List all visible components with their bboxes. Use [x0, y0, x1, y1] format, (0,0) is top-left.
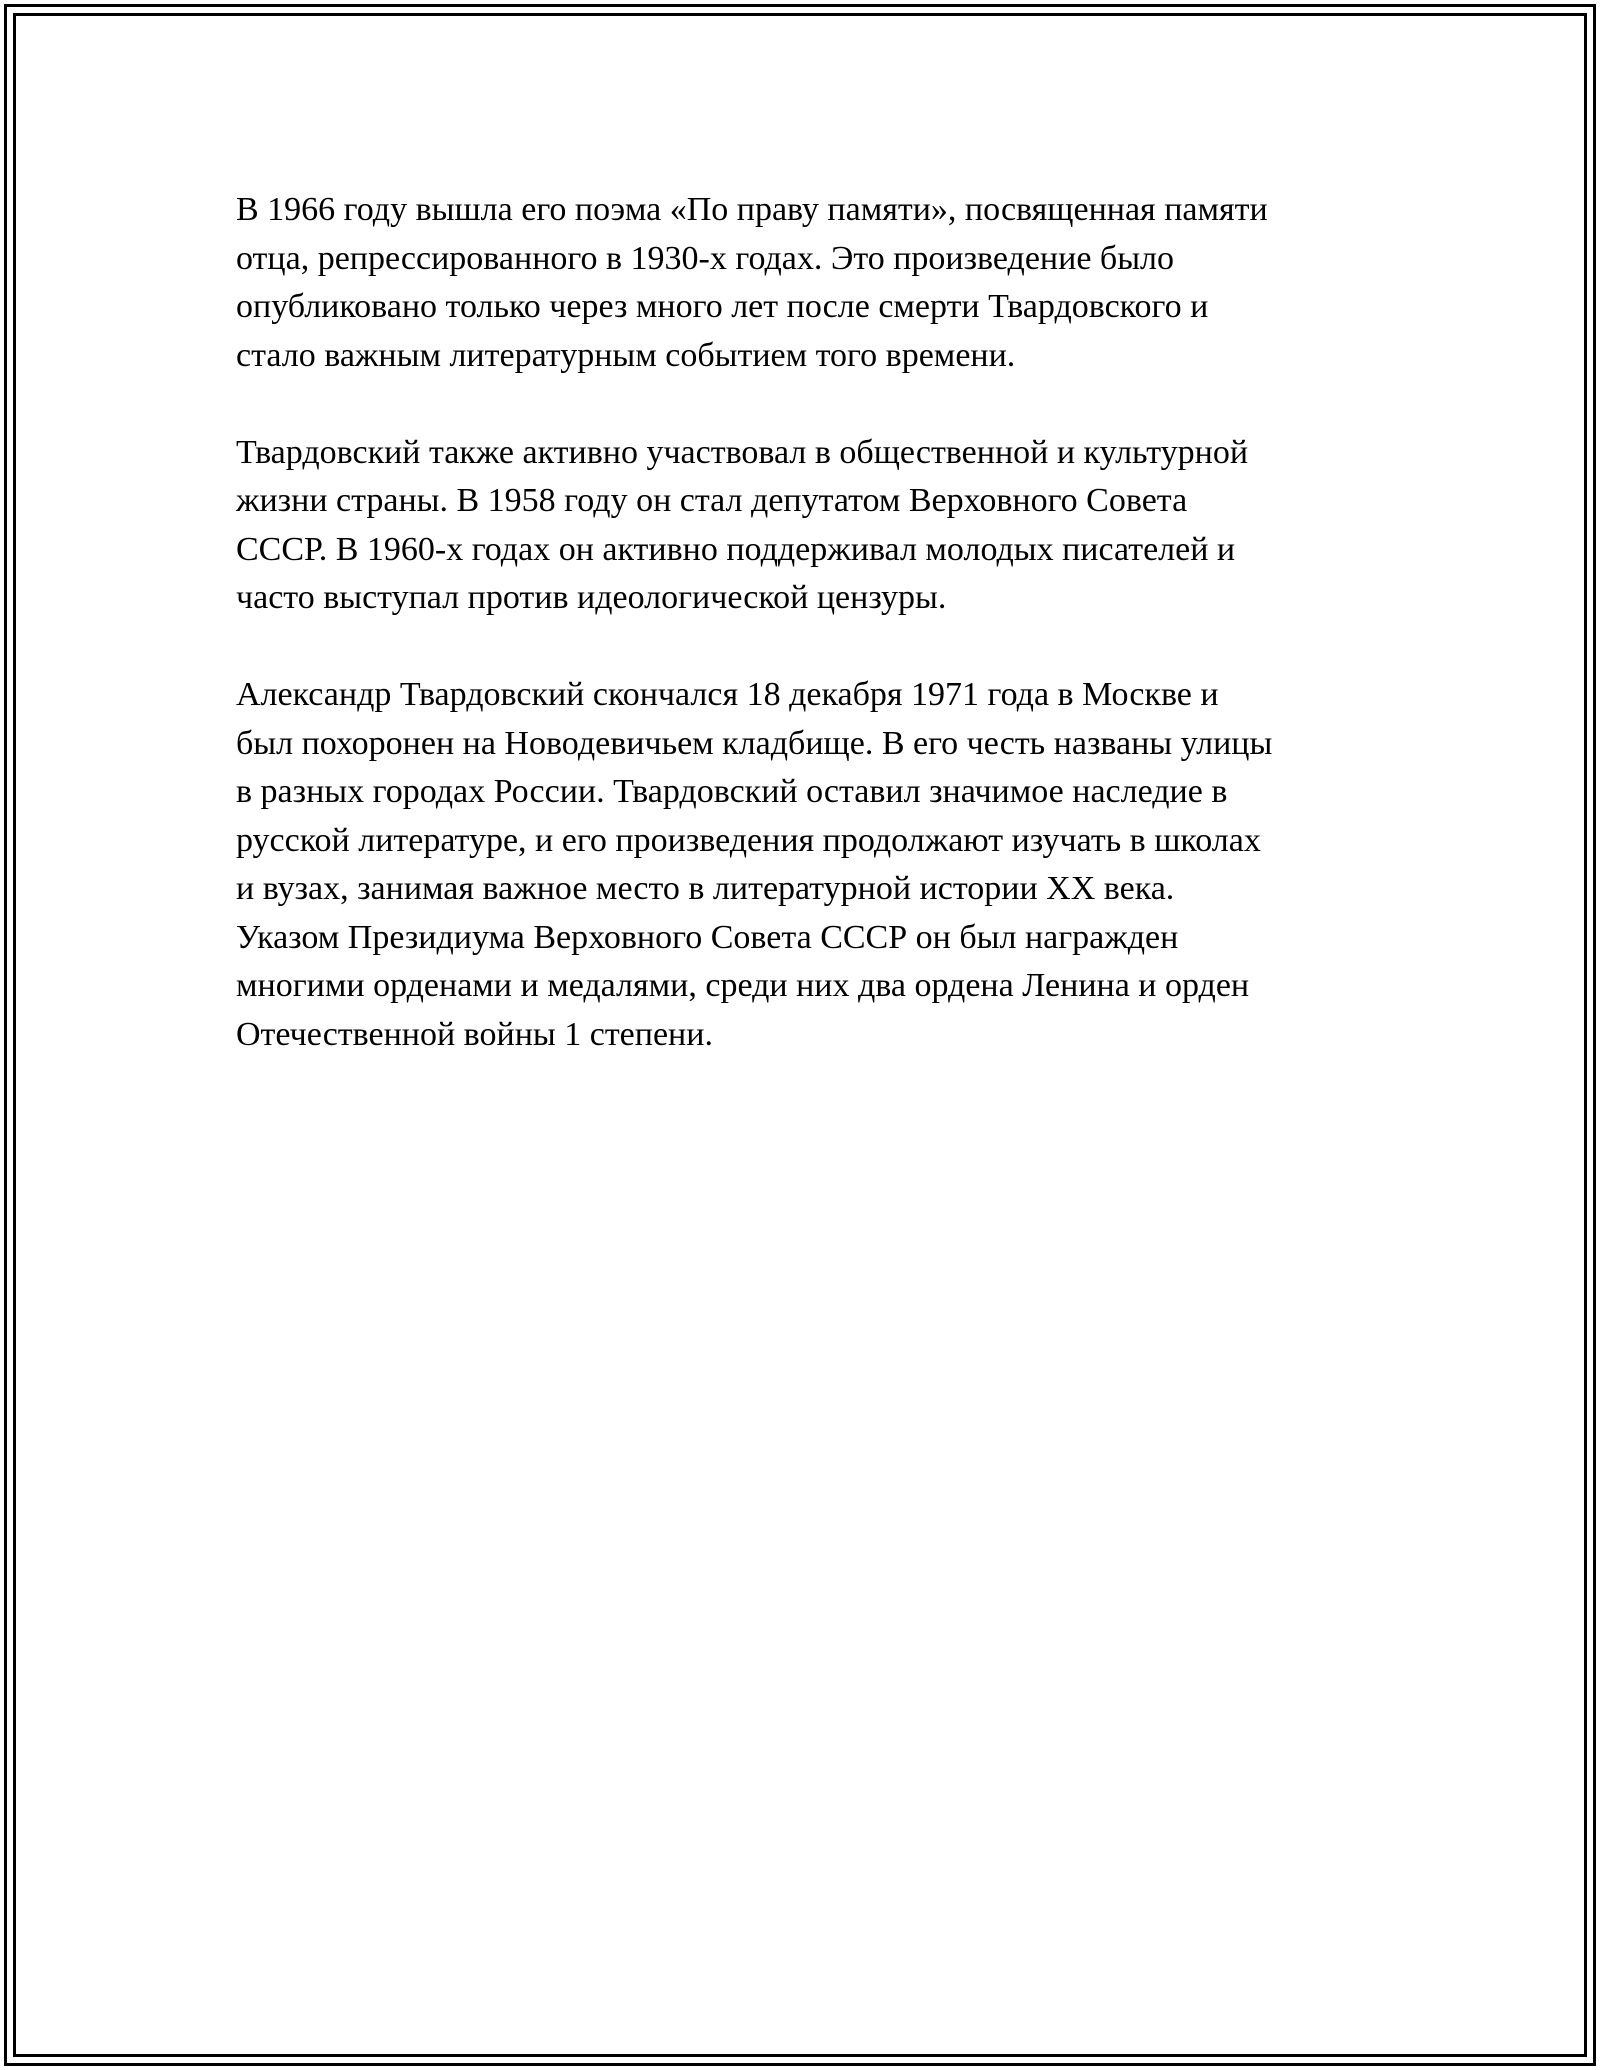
text-line: в разных городах России. Твардовский оставил значимое наследие в	[236, 773, 1228, 810]
text-line: СССР. В 1960-х годах он активно поддерживал молодых писателей и	[236, 530, 1236, 568]
text-line: был похоронен на Новодевичьем кладбище. В его честь названы улицы	[236, 724, 1273, 762]
text-line: многими орденами и медалями, среди них два ордена Ленина и орден	[236, 967, 1250, 1004]
document-body	[236, 186, 1376, 1108]
text-line: и вузах, занимая важное место в литературной истории XX века.	[236, 870, 1175, 907]
text-line: русской литературе, и его произведения продолжают изучать в школах	[236, 821, 1261, 859]
text-line: Александр Твардовский скончался 18 декабря 1971 года в Москве и	[236, 676, 1219, 713]
paragraph-3	[236, 671, 1376, 1059]
text-line: часто выступал против идеологической цензуры.	[236, 579, 947, 616]
text-line: опубликовано только через много лет после смерти Твардовского и	[236, 288, 1209, 325]
text-line: Твардовский также активно участвовал в общественной и культурной	[236, 433, 1249, 471]
paragraph-2	[236, 429, 1376, 623]
text-line: Указом Президиума Верховного Совета СССР он был награжден	[236, 918, 1179, 956]
text-line: жизни страны. В 1958 году он стал депутатом Верховного Совета	[236, 482, 1188, 519]
text-line: стало важным литературным событием того времени.	[236, 336, 1016, 374]
paragraph-1	[236, 186, 1376, 380]
text-line: В 1966 году вышла его поэма «По праву памяти», посвященная памяти	[236, 191, 1268, 228]
text-line: Отечественной войны 1 степени.	[236, 1015, 713, 1053]
text-line: отца, репрессированного в 1930-х годах. Это произведение было	[236, 239, 1175, 277]
